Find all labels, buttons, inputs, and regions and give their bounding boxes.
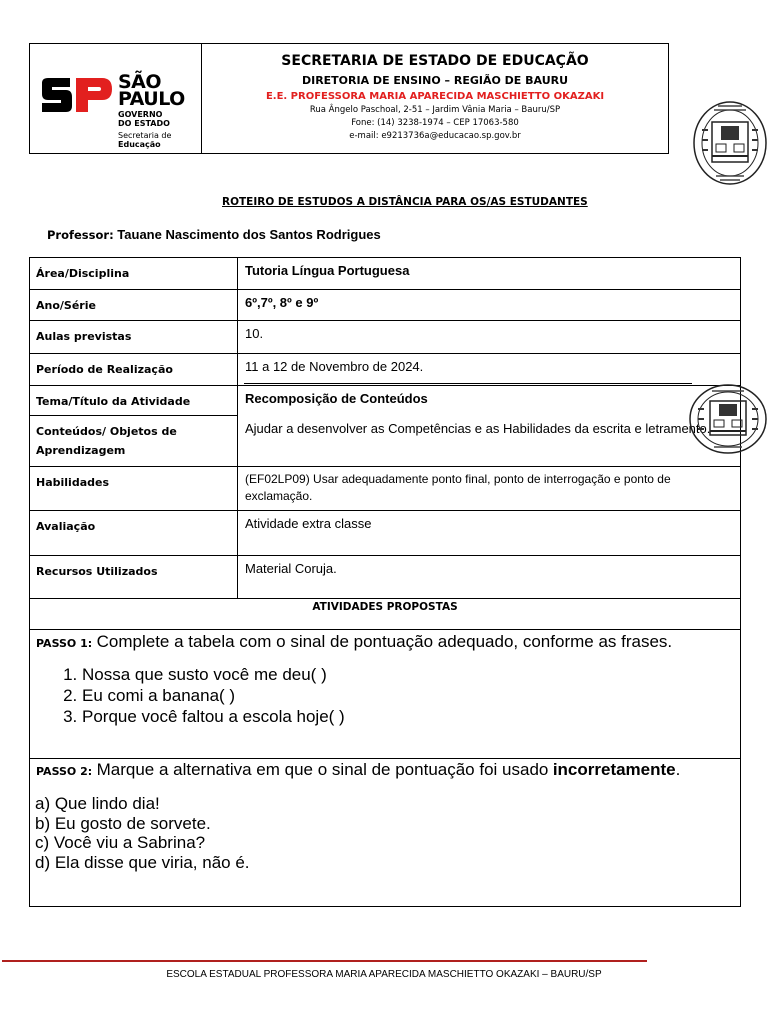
logo-gov-line1: GOVERNO xyxy=(118,110,163,119)
passo2-text-end: . xyxy=(675,760,681,779)
row-label: Recursos Utilizados xyxy=(30,556,238,598)
row-label: Tema/Título da Atividade xyxy=(30,386,238,416)
header-address: Rua Ângelo Paschoal, 2-51 – Jardim Vânia Maria – Bauru/SP xyxy=(309,105,561,115)
professor-name: Tauane Nascimento dos Santos Rodrigues xyxy=(117,227,381,242)
passo2-options xyxy=(35,794,250,872)
header-info xyxy=(202,44,668,141)
row-value: 6º,7º, 8º e 9º xyxy=(245,295,319,310)
header-box xyxy=(29,43,669,154)
row-value: Material Coruja. xyxy=(245,561,337,576)
sp-government-logo xyxy=(30,44,202,153)
logo-sec-line2: Educação xyxy=(118,140,161,149)
sp-logo-mark xyxy=(40,77,114,113)
passo1-list xyxy=(60,664,345,727)
row-value: Recomposição de Conteúdos xyxy=(245,391,428,406)
row-value: Ajudar a desenvolver as Competências e as Habilidades da escrita e letramento. xyxy=(245,421,711,436)
table-row xyxy=(30,290,740,321)
row-value: Tutoria Língua Portuguesa xyxy=(245,263,410,278)
row-label: Período de Realização xyxy=(30,354,238,385)
table-row xyxy=(30,467,740,511)
option-d: d) Ela disse que viria, não é. xyxy=(35,852,250,872)
passo2-text-bold: incorretamente xyxy=(552,760,676,779)
option-a: a) Que lindo dia! xyxy=(35,794,160,813)
passo2-instruction xyxy=(36,760,680,780)
logo-city-line1: SÃO xyxy=(118,71,162,93)
row-label: Avaliação xyxy=(30,511,238,555)
option-c: c) Você viu a Sabrina? xyxy=(35,833,206,852)
row-label: Conteúdos/ Objetos de Aprendizagem xyxy=(30,416,238,466)
option-b: b) Eu gosto de sorvete. xyxy=(35,813,211,833)
header-phone: Fone: (14) 3238-1974 – CEP 17063-580 xyxy=(351,118,519,128)
table-row xyxy=(30,511,740,556)
table-row xyxy=(30,556,740,599)
row-label: Área/Disciplina xyxy=(30,258,238,289)
row-value: 11 a 12 de Novembro de 2024. xyxy=(245,359,424,374)
passo1-label: PASSO 1: xyxy=(36,637,93,650)
logo-text xyxy=(118,71,185,149)
school-seal-stamp xyxy=(692,100,768,186)
row-value: Atividade extra classe xyxy=(245,516,372,531)
professor-line xyxy=(47,227,381,242)
activities-title-row xyxy=(30,599,740,630)
logo-gov-line2: DO ESTADO xyxy=(118,119,170,128)
table-row xyxy=(30,354,740,386)
list-item: 3. Porque você faltou a escola hoje( ) xyxy=(82,706,345,727)
header-email: e-mail: e9213736a@educacao.sp.gov.br xyxy=(349,131,521,141)
list-item: 2. Eu comi a banana( ) xyxy=(82,685,345,706)
row-label: Aulas previstas xyxy=(30,321,238,353)
table-row xyxy=(30,258,740,290)
header-title: SECRETARIA DE ESTADO DE EDUCAÇÃO xyxy=(281,53,589,69)
passo1-instruction xyxy=(36,632,672,652)
row-label: Ano/Série xyxy=(30,290,238,320)
passo1-text: Complete a tabela com o sinal de pontuação adequado, conforme as frases. xyxy=(96,632,673,651)
passo2-label: PASSO 2: xyxy=(36,765,93,778)
footer-text: ESCOLA ESTADUAL PROFESSORA MARIA APARECIDA MASCHIETTO OKAZAKI – BAURU/SP xyxy=(166,969,602,980)
row-label: Habilidades xyxy=(30,467,238,510)
document-heading: ROTEIRO DE ESTUDOS A DISTÂNCIA PARA OS/AS ESTUDANTES xyxy=(222,196,588,208)
activities-title: ATIVIDADES PROPOSTAS xyxy=(312,601,458,613)
professor-label: Professor: xyxy=(47,228,114,242)
passo2-text: Marque a alternativa em que o sinal de pontuação foi usado xyxy=(96,760,549,779)
list-item: 1. Nossa que susto você me deu( ) xyxy=(82,664,345,685)
row-value: 10. xyxy=(245,326,264,341)
tema-underline xyxy=(244,383,692,384)
header-directorate: DIRETORIA DE ENSINO – REGIÃO DE BAURU xyxy=(301,74,569,87)
study-plan-table xyxy=(29,257,741,907)
logo-city-line2: PAULO xyxy=(118,88,185,110)
logo-sec-line1: Secretaria de xyxy=(118,131,172,140)
table-row xyxy=(30,386,740,416)
header-school: E.E. PROFESSORA MARIA APARECIDA MASCHIETTO OKAZAKI xyxy=(265,91,605,102)
footer-divider xyxy=(2,960,647,962)
school-seal-stamp xyxy=(688,383,768,455)
table-row xyxy=(30,416,740,467)
row-value: (EF02LP09) Usar adequadamente ponto final, ponto de interrogação e ponto de exclamação. xyxy=(245,472,671,503)
table-row xyxy=(30,321,740,354)
